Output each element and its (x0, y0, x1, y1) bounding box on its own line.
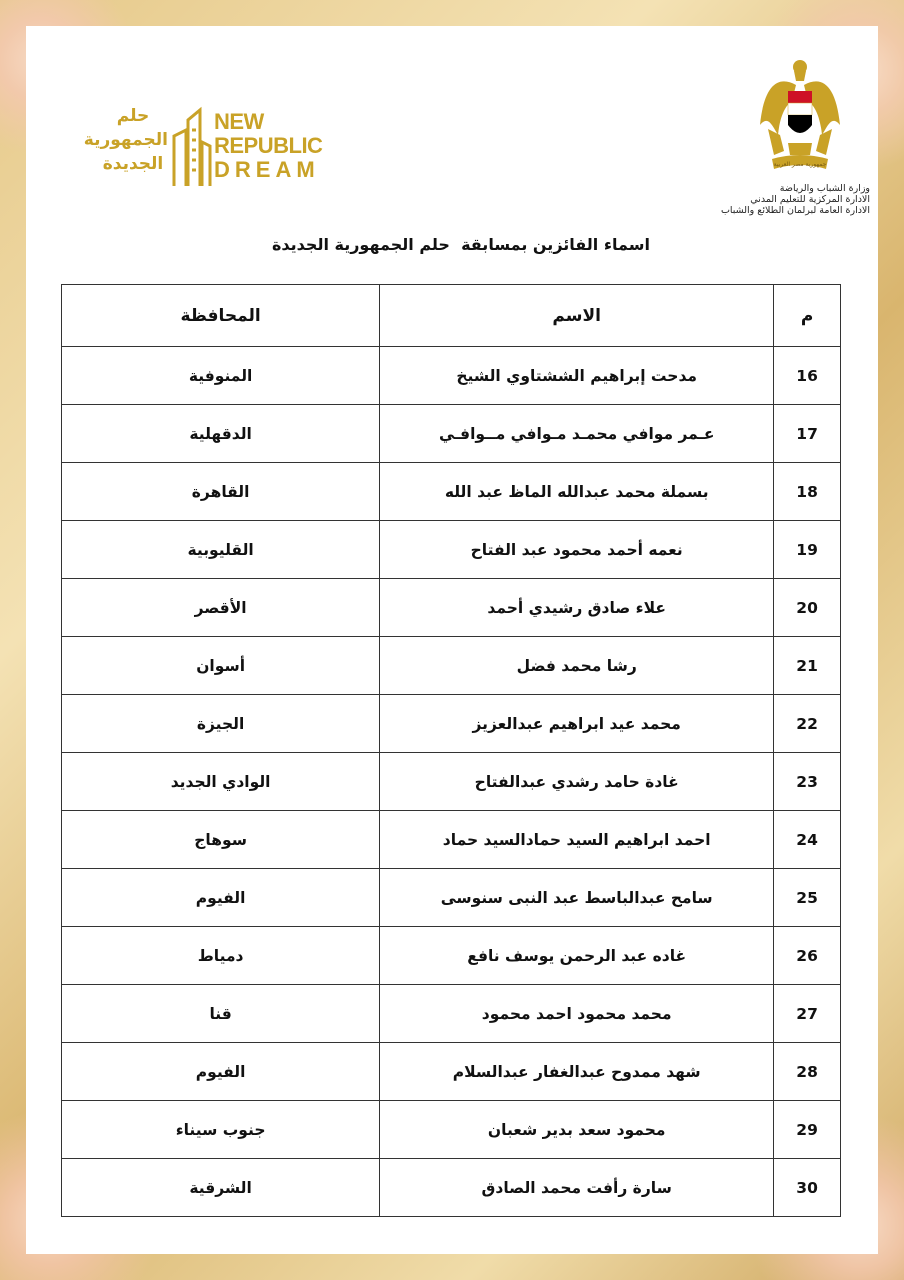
cell-name: مدحت إبراهيم الششتاوي الشيخ (380, 347, 774, 405)
header-num: م (774, 285, 841, 347)
table-row (62, 927, 841, 985)
cell-num: 20 (774, 579, 841, 637)
cell-governorate: سوهاج (62, 811, 380, 869)
cell-name: غاده عبد الرحمن يوسف نافع (380, 927, 774, 985)
table-header-row (62, 285, 841, 347)
header-governorate: المحافظة (62, 285, 380, 347)
cell-name: نعمه أحمد محمود عبد الفتاح (380, 521, 774, 579)
table-row (62, 985, 841, 1043)
brand-ar-line: الجمهورية (83, 130, 168, 150)
cell-governorate: المنوفية (62, 347, 380, 405)
page-title: اسماء الفائزين بمسابقة حلم الجمهورية الجديدة (271, 235, 650, 254)
cell-name: غادة حامد رشدي عبدالفتاح (380, 753, 774, 811)
cell-num: 29 (774, 1101, 841, 1159)
cell-num: 22 (774, 695, 841, 753)
cell-num: 16 (774, 347, 841, 405)
cell-name: شهد ممدوح عبدالغفار عبدالسلام (380, 1043, 774, 1101)
brand-en-line: NEW (214, 109, 264, 134)
cell-name: محمد عيد ابراهيم عبدالعزيز (380, 695, 774, 753)
cell-governorate: الدقهلية (62, 405, 380, 463)
cell-num: 19 (774, 521, 841, 579)
brand-arabic-text (83, 104, 168, 176)
table-row (62, 869, 841, 927)
table-row (62, 347, 841, 405)
table-row (62, 811, 841, 869)
cell-governorate: قنا (62, 985, 380, 1043)
ministry-line: الادارة العامة لبرلمان الطلائع والشباب (720, 205, 870, 216)
cell-governorate: دمياط (62, 927, 380, 985)
cell-name: احمد ابراهيم السيد حمادالسيد حماد (380, 811, 774, 869)
cell-name: رشا محمد فضل (380, 637, 774, 695)
ministry-line: الادارة المركزية للتعليم المدني (750, 194, 870, 205)
cell-name: علاء صادق رشيدي أحمد (380, 579, 774, 637)
table-row (62, 753, 841, 811)
cell-name: سامح عبدالباسط عبد النبى سنوسى (380, 869, 774, 927)
brand-ar-line: حلم (116, 106, 150, 126)
brand-en-line: DREAM (214, 157, 320, 182)
ministry-header (570, 183, 870, 216)
ministry-line: وزارة الشباب والرياضة (779, 183, 870, 194)
table-row (62, 405, 841, 463)
cell-governorate: الوادي الجديد (62, 753, 380, 811)
egypt-eagle-emblem (758, 55, 842, 179)
table-row (62, 1101, 841, 1159)
cell-num: 28 (774, 1043, 841, 1101)
table-row (62, 579, 841, 637)
cell-num: 30 (774, 1159, 841, 1217)
cell-name: محمود سعد بدير شعبان (380, 1101, 774, 1159)
brand-ar-line: الجديدة (102, 154, 164, 174)
cell-governorate: الفيوم (62, 869, 380, 927)
emblem-caption: جمهورية مصر العربية (773, 161, 827, 168)
cell-num: 27 (774, 985, 841, 1043)
brand-en-line: REPUBLIC (214, 133, 323, 158)
brand-english-text (214, 110, 322, 182)
cell-governorate: أسوان (62, 637, 380, 695)
table-row (62, 521, 841, 579)
cell-name: محمد محمود احمد محمود (380, 985, 774, 1043)
table-row (62, 695, 841, 753)
cell-num: 17 (774, 405, 841, 463)
cell-governorate: الأقصر (62, 579, 380, 637)
cell-num: 24 (774, 811, 841, 869)
cell-name: سارة رأفت محمد الصادق (380, 1159, 774, 1217)
cell-governorate: جنوب سيناء (62, 1101, 380, 1159)
cell-num: 23 (774, 753, 841, 811)
building-icon (170, 106, 212, 188)
cell-governorate: القاهرة (62, 463, 380, 521)
table-row (62, 1043, 841, 1101)
cell-name: عـمر موافي محمـد مـوافي مــوافـي (380, 405, 774, 463)
cell-num: 26 (774, 927, 841, 985)
cell-num: 21 (774, 637, 841, 695)
cell-name: بسملة محمد عبدالله الماظ عبد الله (380, 463, 774, 521)
cell-governorate: القليوبية (62, 521, 380, 579)
table-row (62, 1159, 841, 1217)
winners-table (61, 284, 841, 1217)
table-row (62, 463, 841, 521)
cell-governorate: الفيوم (62, 1043, 380, 1101)
header-name: الاسم (380, 285, 774, 347)
new-republic-dream-logo (83, 104, 323, 190)
cell-num: 18 (774, 463, 841, 521)
cell-governorate: الشرقية (62, 1159, 380, 1217)
cell-governorate: الجيزة (62, 695, 380, 753)
cell-num: 25 (774, 869, 841, 927)
table-row (62, 637, 841, 695)
